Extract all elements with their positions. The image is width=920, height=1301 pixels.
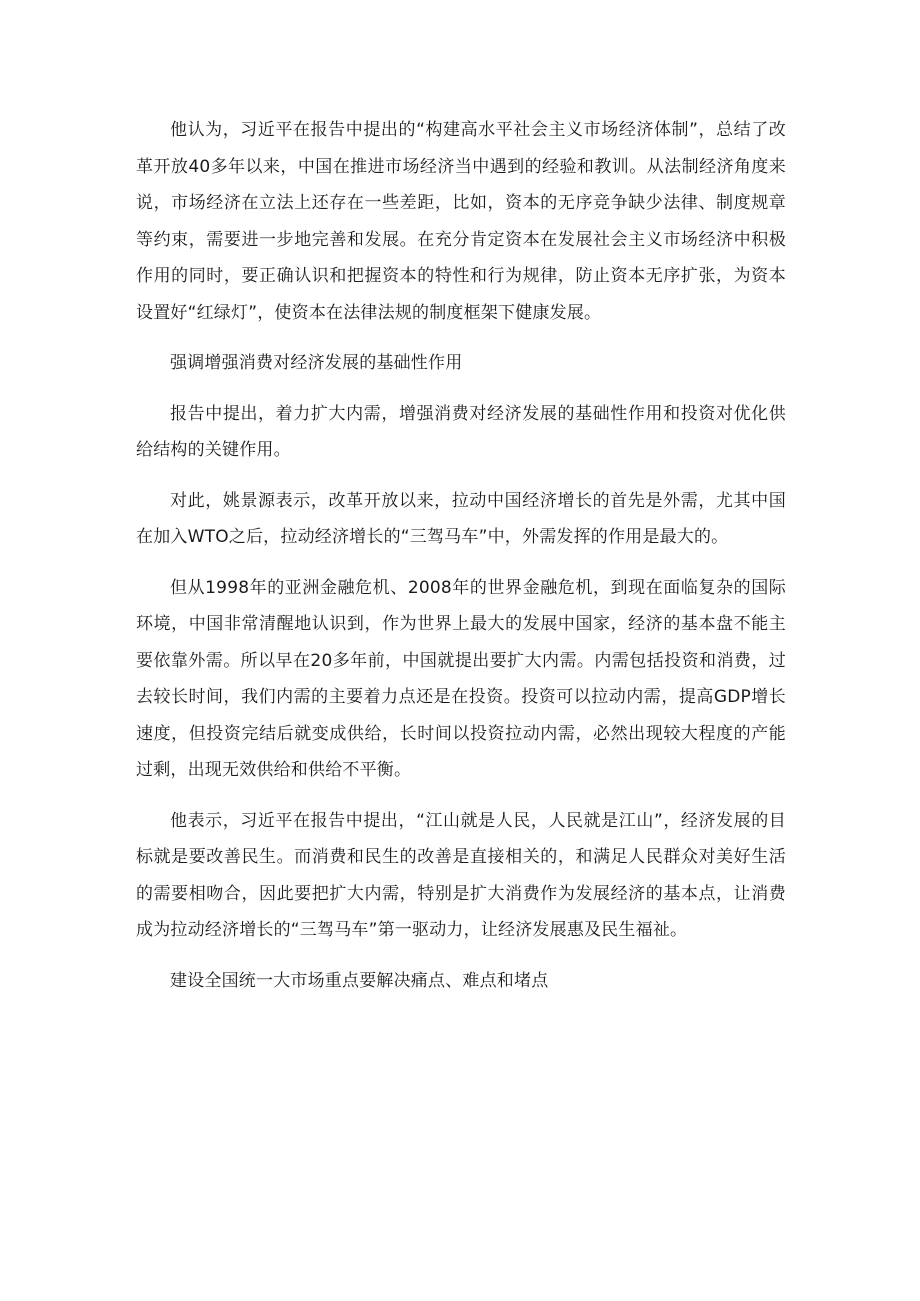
document-page [136, 112, 786, 999]
paragraph-livelihood: 他表示，习近平在报告中提出，“江山就是人民，人民就是江山”，经济发展的目标就是要改善民生。而消费和民生的改善是直接相关的，和满足人民群众对美好生活的需要相吻合，因此要把扩大内需，特别是扩大消费作为发展经济的基本点，让消费成为拉动经济增长的“三驾马车”第一驱动力，让经济发展惠及民生福祉。 [136, 810, 786, 940]
paragraph-domestic-demand: 报告中提出，着力扩大内需，增强消费对经济发展的基础性作用和投资对优化供给结构的关键作用。 [136, 403, 786, 460]
paragraph-external-demand: 对此，姚景源表示，改革开放以来，拉动中国经济增长的首先是外需，尤其中国在加入WTO之后，拉动经济增长的“三驾马车”中，外需发挥的作用是最大的。 [136, 490, 786, 547]
paragraph-capital-regulation: 他认为，习近平在报告中提出的“构建高水平社会主义市场经济体制”，总结了改革开放40多年以来，中国在推进市场经济当中遇到的经验和教训。从法制经济角度来说，市场经济在立法上还存在一些差距，比如，资本的无序竞争缺少法律、制度规章等约束，需要进一步地完善和发展。在充分肯定资本在发展社会主义市场经济中积极作用的同时，要正确认识和把握资本的特性和行为规律，防止资本无序扩张，为资本设置好“红绿灯”，使资本在法律法规的制度框架下健康发展。 [136, 120, 786, 323]
section-heading-unified-market: 建设全国统一大市场重点要解决痛点、难点和堵点 [170, 970, 549, 991]
section-heading-consumption: 强调增强消费对经济发展的基础性作用 [170, 353, 463, 373]
paragraph-financial-crisis: 但从1998年的亚洲金融危机、2008年的世界金融危机，到现在面临复杂的国际环境，中国非常清醒地认识到，作为世界上最大的发展中国家，经济的基本盘不能主要依靠外需。所以早在20多年前，中国就提出要扩大内需。内需包括投资和消费，过去较长时间，我们内需的主要着力点还是在投资。投资可以拉动内需，提高GDP增长速度，但投资完结后就变成供给，长时间以投资拉动内需，必然出现较大程度的产能过剩，出现无效供给和供给不平衡。 [136, 577, 786, 780]
